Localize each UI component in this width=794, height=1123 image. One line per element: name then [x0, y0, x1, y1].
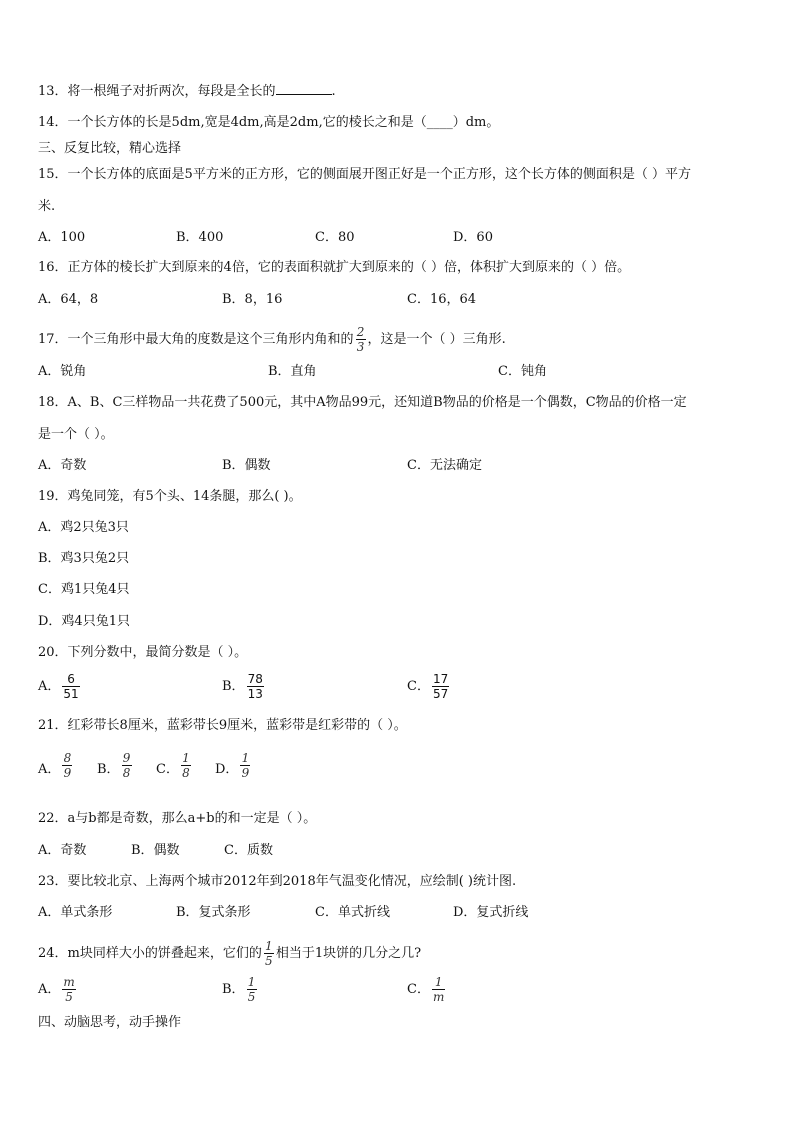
fraction: $\frac{78}{13}$	[247, 672, 263, 701]
q16-option-a: A．64，8	[38, 292, 99, 307]
fraction: $\frac{6}{51}$	[63, 672, 79, 701]
q20-option-b: B． $\frac{78}{13}$	[222, 672, 263, 701]
question-17: 17．一个三角形中最大角的度数是这个三角形内角和的 $\frac{2}{3}$ ，这是一个（ ）三角形.	[38, 325, 506, 354]
q24-option-c: C． $\frac{1}{m}$	[407, 975, 445, 1004]
fraction: $\frac{1}{5}$	[265, 939, 273, 968]
q23-option-a: A．单式条形	[38, 905, 113, 920]
question-15-line-1: 15．一个长方体的底面是5平方米的正方形，它的侧面展开图正好是一个正方形，这个长方体的侧面积是（ ）平方	[38, 167, 691, 182]
fraction: $\frac{1}{5}$	[247, 975, 256, 1004]
q18-option-a: A．奇数	[38, 458, 87, 473]
q24-option-a: A． $\frac{m}{5}$	[38, 975, 75, 1004]
fraction: $\frac{2}{3}$	[356, 325, 365, 354]
q15-option-c: C．80	[315, 230, 355, 245]
fraction: $\frac{m}{5}$	[63, 975, 75, 1004]
q20-option-a: A． $\frac{6}{51}$	[38, 672, 79, 701]
section-heading-4: 四、动脑思考，动手操作	[38, 1015, 182, 1030]
question-18-line-1: 18．A、B、C三样物品一共花费了500元，其中A物品99元，还知道B物品的价格是一个偶数，C物品的价格一定	[38, 395, 687, 410]
q15-option-b: B．400	[176, 230, 224, 245]
q15-option-a: A．100	[38, 230, 86, 245]
q18-option-c: C．无法确定	[407, 458, 482, 473]
q17-option-b: B．直角	[268, 364, 317, 379]
question-23: 23．要比较北京、上海两个城市2012年到2018年气温变化情况，应绘制( )统计图.	[38, 874, 517, 889]
fraction: $\frac{1}{m}$	[432, 975, 445, 1004]
question-24: 24．m块同样大小的饼叠起来，它们的 $\frac{1}{5}$ 相当于1块饼的几分之几?	[38, 939, 422, 968]
q16-option-c: C．16，64	[407, 292, 477, 307]
q24-option-b: B． $\frac{1}{5}$	[222, 975, 256, 1004]
q16-option-b: B．8，16	[222, 292, 283, 307]
answer-blank	[276, 82, 332, 95]
q23-option-c: C．单式折线	[315, 905, 390, 920]
q21-option-d: D． $\frac{1}{9}$	[215, 751, 250, 780]
q19-option-c: C．鸡1只兔4只	[38, 582, 130, 597]
q18-option-b: B．偶数	[222, 458, 271, 473]
q22-option-c: C．质数	[224, 843, 273, 858]
q21-option-a: A． $\frac{8}{9}$	[38, 751, 72, 780]
q17-option-c: C．钝角	[498, 364, 547, 379]
q19-option-d: D．鸡4只兔1只	[38, 614, 130, 629]
q22-option-b: B．偶数	[131, 843, 180, 858]
fraction: $\frac{1}{8}$	[182, 751, 190, 780]
fraction: $\frac{9}{8}$	[122, 751, 131, 780]
q21-option-c: C． $\frac{1}{8}$	[156, 751, 190, 780]
question-18-line-2: 是一个（ ）。	[38, 427, 114, 442]
question-13: 13．将一根绳子对折两次，每段是全长的 .	[38, 84, 336, 99]
question-16: 16．正方体的棱长扩大到原来的4倍，它的表面积就扩大到原来的（ ）倍，体积扩大到原来的（ ）倍。	[38, 260, 631, 275]
fraction: $\frac{17}{57}$	[432, 672, 449, 701]
section-heading-3: 三、反复比较，精心选择	[38, 141, 182, 156]
q21-option-b: B． $\frac{9}{8}$	[97, 751, 131, 780]
question-19: 19．鸡兔同笼，有5个头、14条腿，那么( )。	[38, 489, 302, 504]
q19-option-b: B．鸡3只兔2只	[38, 551, 130, 566]
question-20: 20．下列分数中，最简分数是（ ）。	[38, 645, 248, 660]
q17-option-a: A．锐角	[38, 364, 87, 379]
q23-option-d: D．复式折线	[453, 905, 529, 920]
q23-option-b: B．复式条形	[176, 905, 251, 920]
question-14: 14．一个长方体的长是5dm,宽是4dm,高是2dm,它的棱长之和是（____）dm。	[38, 115, 500, 130]
q22-option-a: A．奇数	[38, 843, 87, 858]
q20-option-c: C． $\frac{17}{57}$	[407, 672, 449, 701]
question-22: 22．a与b都是奇数，那么a+b的和一定是（ ）。	[38, 811, 317, 826]
q15-option-d: D．60	[453, 230, 493, 245]
question-21: 21．红彩带长8厘米，蓝彩带长9厘米，蓝彩带是红彩带的（ ）。	[38, 718, 407, 733]
fraction: $\frac{8}{9}$	[63, 751, 72, 780]
fraction: $\frac{1}{9}$	[241, 751, 250, 780]
q19-option-a: A．鸡2只兔3只	[38, 520, 129, 535]
question-15-line-2: 米.	[38, 199, 56, 214]
